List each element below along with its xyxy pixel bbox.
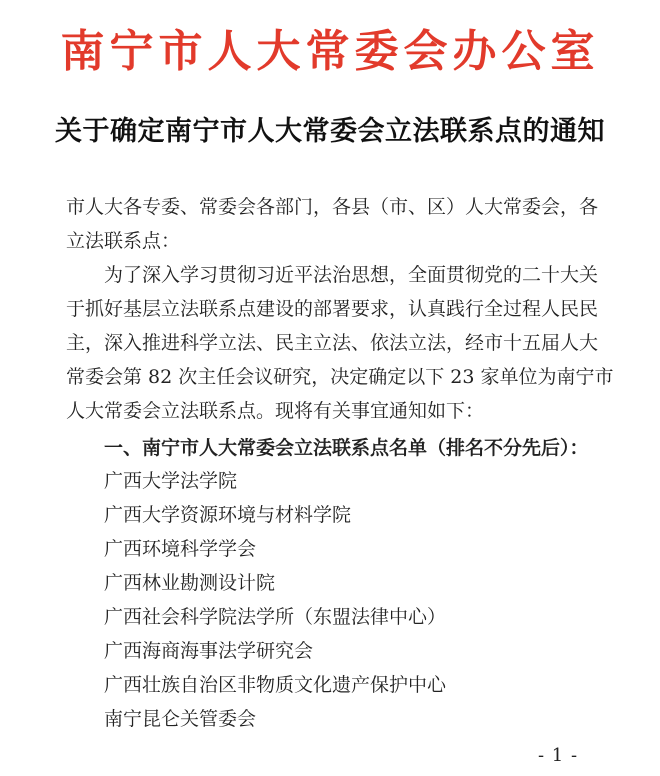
issuing-organization-header: 南宁市人大常委会办公室 [60,26,600,77]
list-item: 广西林业勘测设计院 [104,572,276,594]
paragraph-line: 于抓好基层立法联系点建设的部署要求，认真践行全过程人民民 [66,298,599,320]
paragraph-line: 主，深入推进科学立法、民主立法、依法立法，经市十五届人大 [66,332,599,354]
addressee-line: 市人大各专委、常委会各部门，各县（市、区）人大常委会，各 [66,196,599,218]
list-item: 广西环境科学学会 [104,538,257,560]
list-item: 广西海商海事法学研究会 [104,640,314,662]
list-item: 广西社会科学院法学所（东盟法律中心） [104,606,447,628]
paragraph-line: 人大常委会立法联系点。现将有关事宜通知如下： [66,400,485,422]
addressee-line: 立法联系点： [66,230,181,252]
page-number: - 1 - [538,745,579,766]
document-title: 关于确定南宁市人大常委会立法联系点的通知 [55,116,605,147]
list-item: 广西大学资源环境与材料学院 [104,504,352,526]
paragraph-line: 常委会第 82 次主任会议研究，决定确定以下 23 家单位为南宁市 [66,366,614,388]
addressee-block [66,190,606,258]
list-item: 广西大学法学院 [104,470,238,492]
list-item: 广西壮族自治区非物质文化遗产保护中心 [104,674,447,696]
paragraph-line: 为了深入学习贯彻习近平法治思想，全面贯彻党的二十大关 [66,264,599,286]
section-heading: 一、南宁市人大常委会立法联系点名单（排名不分先后）： [104,437,589,459]
list-item: 南宁昆仑关管委会 [104,708,257,730]
contact-point-list [104,464,446,736]
body-paragraph [66,258,614,428]
